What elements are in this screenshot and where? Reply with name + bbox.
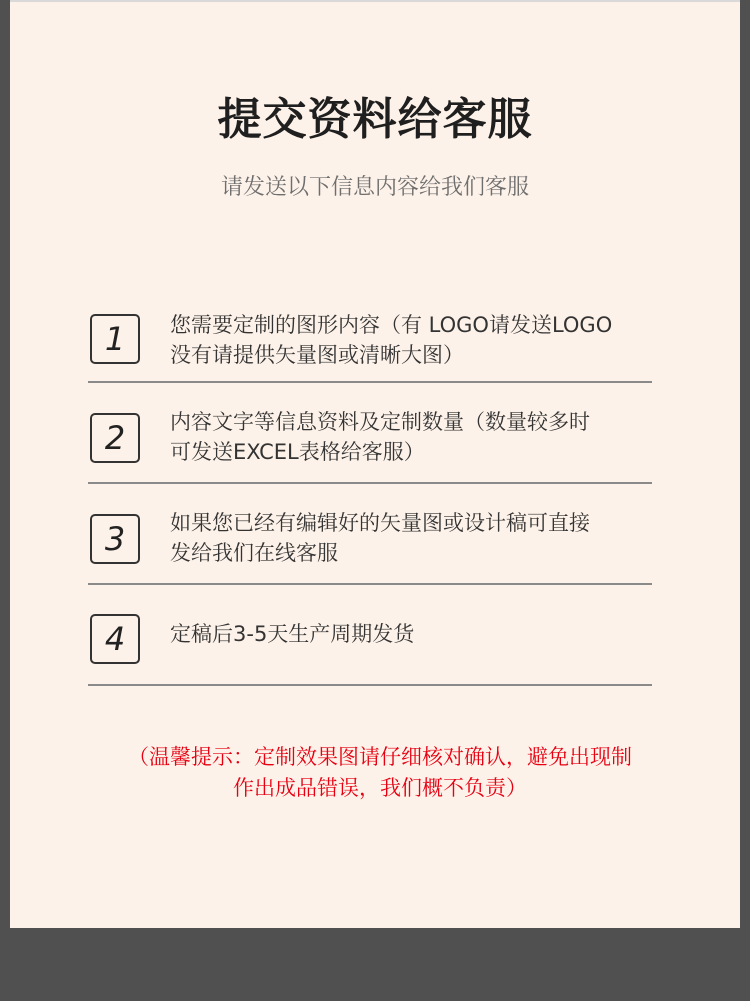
divider	[88, 482, 652, 484]
step-text-line: 如果您已经有编辑好的矢量图或设计稿可直接	[170, 511, 590, 535]
step-text	[170, 310, 660, 370]
step-number-badge: 2	[90, 413, 140, 463]
step-text-line: 内容文字等信息资料及定制数量（数量较多时	[170, 410, 590, 434]
step-text	[170, 619, 660, 649]
notice-line: 作出成品错误，我们概不负责）	[233, 776, 527, 800]
step-text-line: 您需要定制的图形内容（有 LOGO请发送LOGO	[170, 313, 613, 337]
divider	[88, 381, 652, 383]
step-number-badge: 1	[90, 314, 140, 364]
step-text	[170, 508, 660, 568]
warm-tip-notice	[90, 742, 670, 804]
step-text-line: 发给我们在线客服	[170, 541, 338, 565]
page-subtitle: 请发送以下信息内容给我们客服	[220, 175, 529, 200]
step-text-line: 定稿后3-5天生产周期发货	[170, 622, 415, 646]
step-number-badge: 4	[90, 614, 140, 664]
step-number-badge: 3	[90, 514, 140, 564]
page-title: 提交资料给客服	[217, 94, 533, 145]
content-panel	[10, 0, 740, 928]
step-text-line: 没有请提供矢量图或清晰大图）	[170, 343, 464, 367]
step-text-line: 可发送EXCEL表格给客服）	[170, 440, 425, 464]
divider	[88, 684, 652, 686]
step-text	[170, 407, 660, 467]
notice-line: （温馨提示：定制效果图请仔细核对确认，避免出现制	[128, 745, 632, 769]
divider	[88, 583, 652, 585]
